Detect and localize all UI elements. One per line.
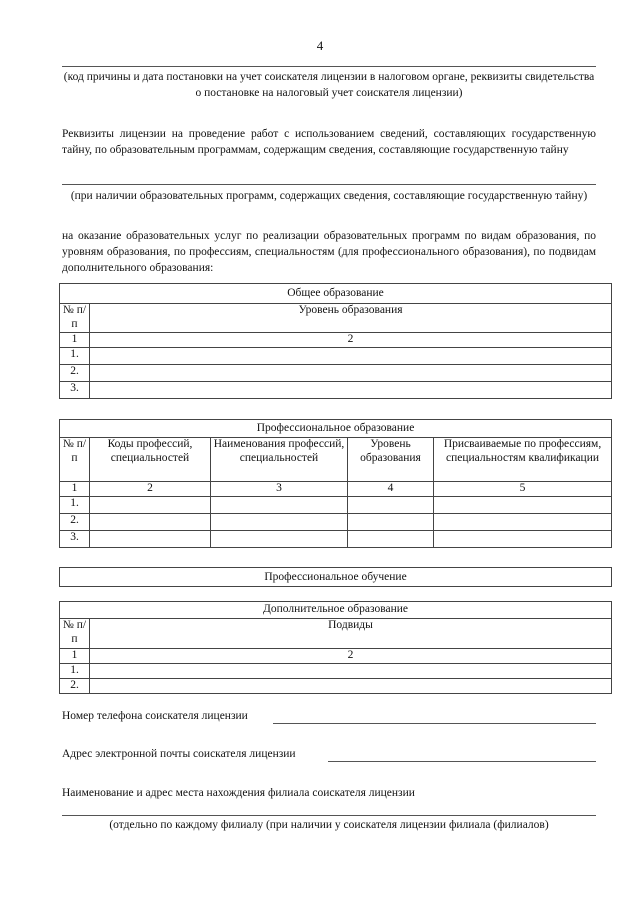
table-row bbox=[60, 514, 612, 531]
phone-field[interactable] bbox=[273, 723, 596, 724]
additional-row-num: 1. bbox=[60, 664, 90, 679]
prof-cell[interactable] bbox=[348, 497, 434, 514]
branch-caption: (отдельно по каждому филиалу (при наличии у соискателя лицензии филиала (филиалов) bbox=[109, 819, 549, 831]
general-index-2: 2 bbox=[90, 333, 612, 348]
additional-col-sub: Подвиды bbox=[90, 619, 612, 649]
additional-index-2: 2 bbox=[90, 649, 612, 664]
additional-title: Дополнительное образование bbox=[60, 602, 612, 619]
email-field[interactable] bbox=[328, 761, 596, 762]
general-row-cell[interactable] bbox=[90, 348, 612, 365]
prof-cell[interactable] bbox=[348, 514, 434, 531]
prof-cell[interactable] bbox=[90, 531, 211, 548]
tax-caption: (код причины и дата постановки на учет соискателя лицензии в налоговом органе, реквизиты свидетельства о постановке на налоговый учет соискателя лицензии) bbox=[63, 71, 595, 99]
table-row bbox=[60, 664, 612, 679]
prof-cell[interactable] bbox=[348, 531, 434, 548]
prof-cell[interactable] bbox=[434, 514, 612, 531]
secret-line bbox=[62, 184, 596, 185]
table-row bbox=[60, 679, 612, 694]
prof-index-2: 2 bbox=[90, 482, 211, 497]
general-title: Общее образование bbox=[60, 284, 612, 304]
prof-index-5: 5 bbox=[434, 482, 612, 497]
professional-training-box: Профессиональное обучение bbox=[59, 567, 612, 587]
table-row bbox=[60, 497, 612, 514]
general-row-cell[interactable] bbox=[90, 365, 612, 382]
branch-field[interactable] bbox=[62, 815, 596, 816]
additional-col-num: № п/п bbox=[60, 619, 90, 649]
additional-row-cell[interactable] bbox=[90, 664, 612, 679]
general-index-1: 1 bbox=[60, 333, 90, 348]
secret-license-text: Реквизиты лицензии на проведение работ с использованием сведений, составляющих государственную тайну, по образовательным программам, содержащим сведения, составляющие государственную тайну bbox=[62, 128, 596, 156]
prof-cell[interactable] bbox=[434, 497, 612, 514]
general-col-level: Уровень образования bbox=[90, 304, 612, 333]
prof-cell[interactable] bbox=[211, 531, 348, 548]
prof-cell[interactable] bbox=[211, 497, 348, 514]
table-row bbox=[60, 348, 612, 365]
tax-line bbox=[62, 66, 596, 67]
general-row-num: 2. bbox=[60, 365, 90, 382]
secret-caption: (при наличии образовательных программ, содержащих сведения, составляющие государственную тайну) bbox=[70, 190, 588, 202]
branch-label: Наименование и адрес места нахождения филиала соискателя лицензии bbox=[62, 787, 415, 799]
services-text: на оказание образовательных услуг по реализации образовательных программ по видам образования, по уровням образования, по профессиям, специальностям (для профессионального образования), по подвидам дополнительного образования: bbox=[62, 230, 596, 274]
page-number: 4 bbox=[316, 38, 324, 53]
general-row-cell[interactable] bbox=[90, 382, 612, 399]
table-row bbox=[60, 365, 612, 382]
professional-education-table bbox=[59, 419, 612, 548]
prof-index-4: 4 bbox=[348, 482, 434, 497]
additional-education-table bbox=[59, 601, 612, 694]
prof-col-qualifications: Присваиваемые по профессиям, специальностям квалификации bbox=[434, 438, 612, 482]
prof-index-1: 1 bbox=[60, 482, 90, 497]
prof-cell[interactable] bbox=[90, 497, 211, 514]
prof-index-3: 3 bbox=[211, 482, 348, 497]
prof-col-codes: Коды профессий, специальностей bbox=[90, 438, 211, 482]
general-row-num: 1. bbox=[60, 348, 90, 365]
prof-cell[interactable] bbox=[211, 514, 348, 531]
general-row-num: 3. bbox=[60, 382, 90, 399]
prof-row-num: 1. bbox=[60, 497, 90, 514]
additional-row-num: 2. bbox=[60, 679, 90, 694]
prof-cell[interactable] bbox=[90, 514, 211, 531]
general-col-num: № п/п bbox=[60, 304, 90, 333]
prof-col-names: Наименования профессий, специальностей bbox=[211, 438, 348, 482]
prof-row-num: 3. bbox=[60, 531, 90, 548]
additional-index-1: 1 bbox=[60, 649, 90, 664]
prof-row-num: 2. bbox=[60, 514, 90, 531]
additional-row-cell[interactable] bbox=[90, 679, 612, 694]
table-row bbox=[60, 382, 612, 399]
general-education-table bbox=[59, 283, 612, 399]
table-row bbox=[60, 531, 612, 548]
prof-cell[interactable] bbox=[434, 531, 612, 548]
prof-col-num: № п/п bbox=[60, 438, 90, 482]
phone-label: Номер телефона соискателя лицензии bbox=[62, 710, 248, 722]
professional-title: Профессиональное образование bbox=[60, 420, 612, 438]
email-label: Адрес электронной почты соискателя лицензии bbox=[62, 748, 296, 760]
prof-col-level: Уровень образования bbox=[348, 438, 434, 482]
